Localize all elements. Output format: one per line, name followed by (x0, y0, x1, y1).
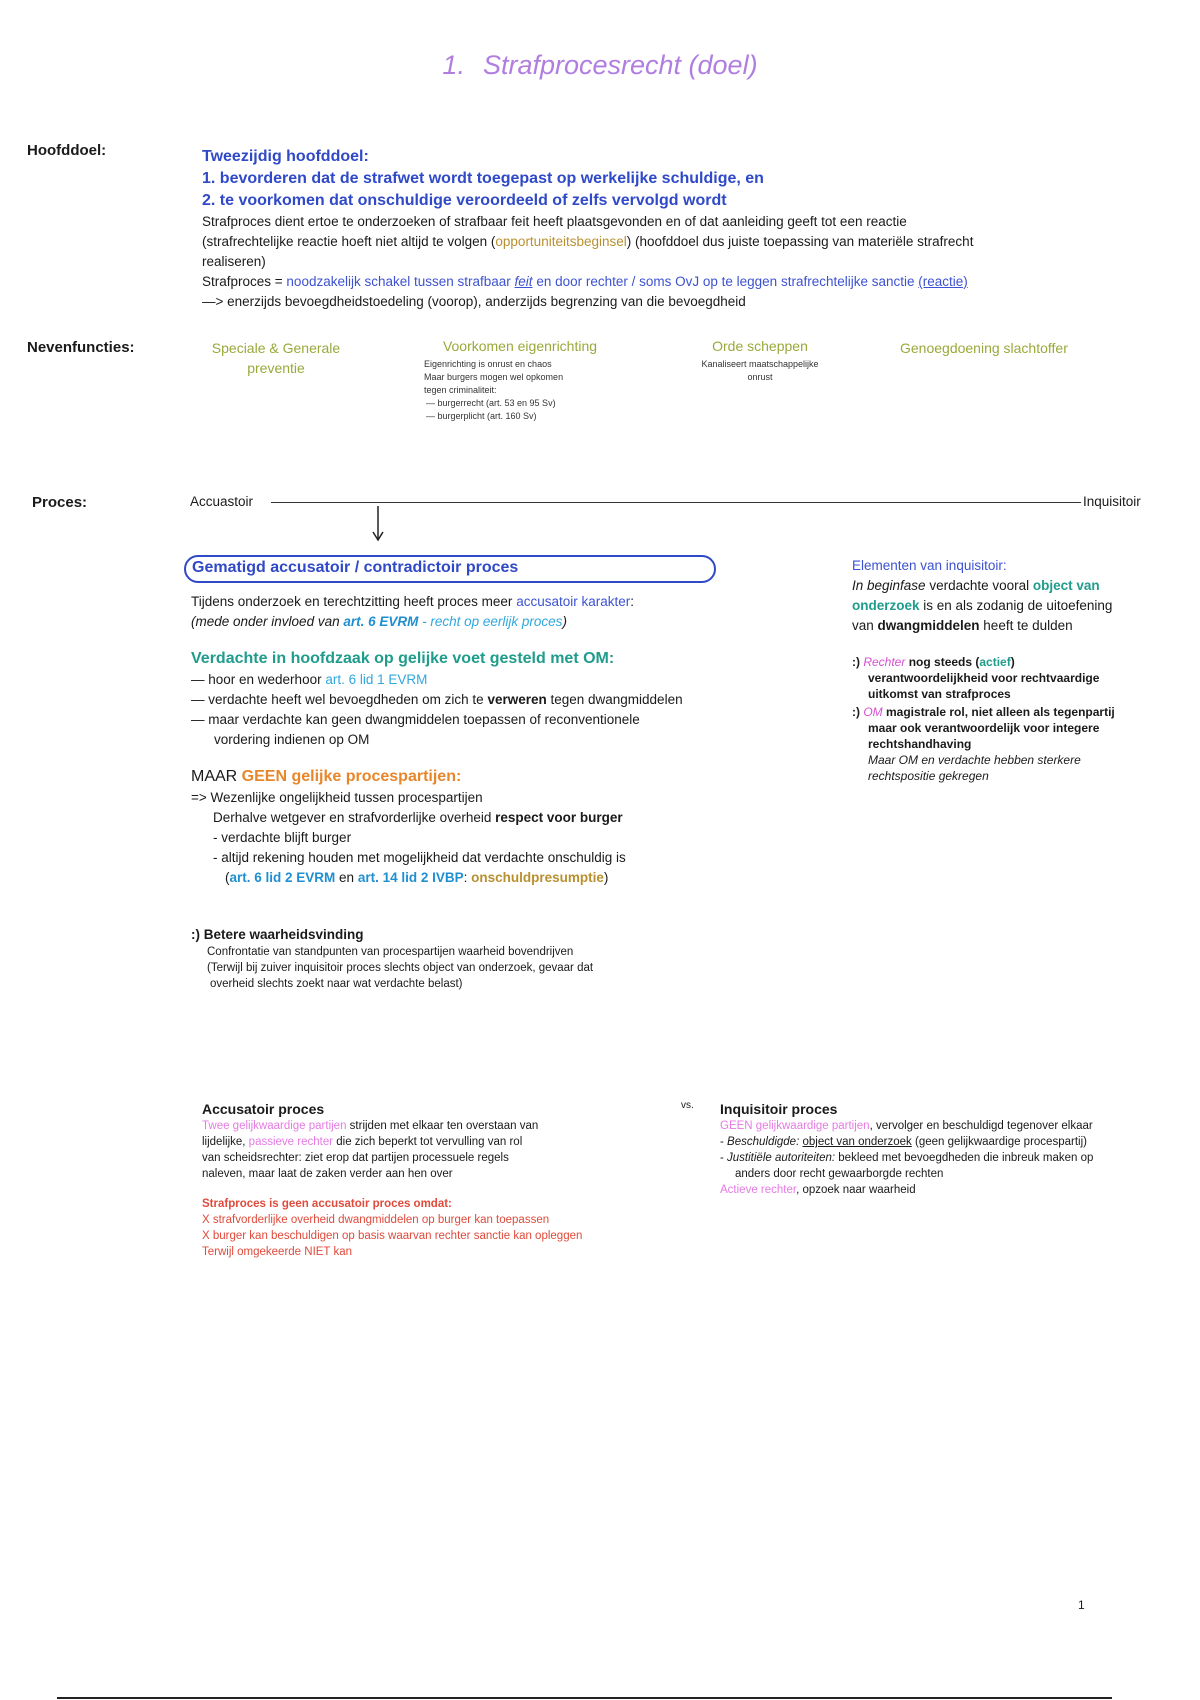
p1b-post: ) (hoofddoel dus juiste toepassing van materiële strafrecht (626, 234, 974, 249)
v2-verweren: verweren (487, 692, 547, 707)
acc-twee-partijen: Twee gelijkwaardige partijen (202, 1120, 347, 1132)
orde-title: Orde scheppen (712, 338, 808, 354)
verdachte-item-1 (191, 670, 811, 690)
maar-pre: MAAR (191, 768, 242, 785)
hoofddoel-p1c: realiseren) (202, 254, 266, 269)
nevenfunctie-eigenrichting (420, 336, 620, 423)
acc-l2-post: die zich beperkt tot vervulling van rol (333, 1136, 523, 1148)
geen-accusatoir-heading: Strafproces is geen accusatoir proces omdat: (202, 1198, 452, 1210)
m5-open: ( (225, 870, 230, 885)
nevenfunctie-preventie (196, 338, 356, 378)
v1-pre: — hoor en wederhoor (191, 672, 326, 687)
om-line5: rechtspositie gekregen (868, 769, 989, 783)
eigenrichting-l4: — burgerrecht (art. 53 en 95 Sv) (426, 398, 556, 408)
el-l1-post: verdachte vooral (925, 578, 1033, 593)
maar-line3: - verdachte blijft burger (213, 830, 352, 845)
inq-line4: anders door recht gewaarborgde rechten (735, 1168, 944, 1180)
verdachte-item-2 (191, 690, 811, 710)
proces-main-text (191, 592, 811, 888)
geen-accusatoir-r2: X burger kan beschuldigen op basis waarvan rechter sanctie kan opleggen (202, 1230, 583, 1242)
title-text: Strafprocesrecht (doel) (482, 50, 758, 80)
rechter-term: Rechter (863, 655, 906, 669)
axis-left-label: Accuastoir (190, 494, 254, 509)
onschuldpresumptie-term: onschuldpresumptie (471, 870, 604, 885)
om-line2: maar ook verantwoordelijk voor integere (868, 721, 1100, 735)
opportuniteitsbeginsel-term: opportuniteitsbeginsel (495, 234, 627, 249)
inq-object: object van onderzoek (802, 1136, 912, 1148)
elementen-l3 (852, 616, 1182, 636)
inq-line2 (720, 1134, 1190, 1150)
waarheidsvinding-section (191, 926, 751, 992)
maar-heading (191, 766, 811, 788)
om-line1 (852, 704, 1182, 720)
el-dwangmiddelen: dwangmiddelen (877, 618, 980, 633)
elementen-l2 (852, 596, 1182, 616)
p2-blue2: en door rechter / soms OvJ op te leggen strafrechtelijke sanctie (532, 274, 919, 289)
elementen-l1 (852, 576, 1182, 596)
geen-accusatoir-r3: Terwijl omgekeerde NIET kan (202, 1246, 352, 1258)
acc-passieve-rechter: passieve rechter (248, 1136, 334, 1148)
waarheidsvinding-heading: :) Betere waarheidsvinding (191, 927, 364, 942)
acc-l1-post: strijden met elkaar ten overstaan van (346, 1120, 539, 1132)
om-term: OM (863, 705, 883, 719)
nevenfuncties-label: Nevenfuncties: (27, 339, 135, 356)
gematigd-box-title: Gematigd accusatoir / contradictoir proces (192, 559, 519, 576)
hoofddoel-item-2: 2. te voorkomen dat onschuldige veroordeeld of zelfs vervolgd wordt (202, 192, 727, 209)
rechter-nog-steeds: nog steeds ( (905, 655, 980, 669)
proces-label: Proces: (32, 494, 88, 511)
intro1-post: : (630, 594, 634, 609)
om-line4: Maar OM en verdachte hebben sterkere (868, 753, 1081, 767)
eigenrichting-l2: Maar burgers mogen wel opkomen (424, 372, 564, 382)
m5-colon: : (463, 870, 472, 885)
intro-line1 (191, 592, 811, 612)
hoofddoel-item-1: 1. bevorderen dat de strafwet wordt toegepast op werkelijke schuldige, en (202, 170, 764, 187)
hoofddoel-p2 (202, 272, 1182, 292)
nevenfunctie-genoegdoening: Genoegdoening slachtoffer (900, 340, 1068, 356)
inq-l2-bullet: - (720, 1136, 728, 1148)
inq-l2-post: (geen gelijkwaardige procespartij) (911, 1136, 1087, 1148)
el-l2-post: is en als zodanig de uitoefening (919, 598, 1113, 613)
elementen-section (852, 556, 1182, 784)
title-number: 1. (442, 50, 465, 80)
maar-line5 (191, 868, 811, 888)
eigenrichting-l3: tegen criminaliteit: (424, 385, 497, 395)
inq-actieve-rechter: Actieve rechter (720, 1184, 797, 1196)
maar-line4: - altijd rekening houden met mogelijkheid dat verdachte onschuldig is (213, 850, 626, 865)
el-onderzoek: onderzoek (852, 598, 920, 613)
inq-line3 (720, 1150, 1190, 1166)
rechter-line3: uitkomst van strafproces (868, 687, 1011, 701)
maar-line2 (191, 808, 811, 828)
m5-en: en (335, 870, 358, 885)
el-l3-pre: van (852, 618, 878, 633)
maar-line1: => Wezenlijke ongelijkheid tussen procespartijen (191, 790, 483, 805)
eerlijk-proces-term: - recht op eerlijk proces (418, 614, 563, 629)
inq-line5 (720, 1182, 1190, 1198)
v1-art: art. 6 lid 1 EVRM (325, 672, 428, 687)
footer-line (57, 1697, 1112, 1699)
orde-l2: onrust (747, 372, 773, 382)
rechter-smile: :) (852, 655, 864, 669)
inq-l1-post: , vervolger en beschuldigd tegenover elkaar (869, 1120, 1093, 1132)
page-title (0, 50, 1200, 81)
geen-accusatoir-r1: X strafvorderlijke overheid dwangmiddelen op burger kan toepassen (202, 1214, 550, 1226)
eigenrichting-l1: Eigenrichting is onrust en chaos (424, 359, 552, 369)
inq-l3-bullet: - (720, 1152, 728, 1164)
waarheidsvinding-l1: Confrontatie van standpunten van procespartijen waarheid bovendrijven (207, 946, 574, 958)
hoofddoel-p1b (202, 232, 1182, 252)
art6-evrm-term: art. 6 EVRM (343, 614, 419, 629)
page-number: 1 (1078, 1598, 1085, 1612)
m5-art2: art. 14 lid 2 IVBP (357, 870, 464, 885)
reactie-term: (reactie) (918, 274, 968, 289)
maar-geen: GEEN gelijke procespartijen: (241, 768, 462, 785)
intro1-pre: Tijdens onderzoek en terechtzitting heeft proces meer (191, 594, 517, 609)
acc-line4: naleven, maar laat de zaken verder aan hen over (202, 1168, 453, 1180)
rechter-close: ) (1010, 655, 1015, 669)
down-arrow-icon (370, 506, 386, 542)
verdachte-item-3a: — maar verdachte kan geen dwangmiddelen toepassen of reconventionele (191, 712, 640, 727)
m2-pre: Derhalve wetgever en strafvorderlijke overheid (213, 810, 496, 825)
accusatoir-section (202, 1100, 682, 1260)
el-l3-post: heeft te dulden (979, 618, 1073, 633)
intro2-end: ) (562, 614, 567, 629)
acc-line3: van scheidsrechter: ziet erop dat partijen processuele regels (202, 1152, 509, 1164)
inquisitoir-section (720, 1100, 1190, 1198)
accusatoir-karakter-term: accusatoir karakter (516, 594, 631, 609)
rechter-actief: actief (979, 655, 1011, 669)
p2-blue1: noodzakelijk schakel tussen strafbaar (286, 274, 515, 289)
rechter-line1 (852, 654, 1182, 670)
inquisitoir-title: Inquisitoir proces (720, 1101, 838, 1117)
om-line3: rechtshandhaving (868, 737, 972, 751)
hoofddoel-heading: Tweezijdig hoofddoel: (202, 148, 369, 165)
preventie-line2: preventie (247, 360, 305, 376)
feit-term: feit (514, 274, 533, 289)
om-magistrale: magistrale rol, niet alleen als tegenpartij (882, 705, 1115, 719)
elementen-heading: Elementen van inquisitoir: (852, 558, 1007, 573)
p2-pre: Strafproces = (202, 274, 287, 289)
m2-respect: respect voor burger (495, 810, 623, 825)
verdachte-heading: Verdachte in hoofdzaak op gelijke voet gesteld met OM: (191, 650, 615, 667)
rechter-line2: verantwoordelijkheid voor rechtvaardige (868, 671, 1100, 685)
acc-l2-pre: lijdelijke, (202, 1136, 249, 1148)
v2-post: tegen dwangmiddelen (546, 692, 683, 707)
inq-l5-post: , opzoek naar waarheid (796, 1184, 916, 1196)
m5-art1: art. 6 lid 2 EVRM (229, 870, 336, 885)
verdachte-item-3b: vordering indienen op OM (214, 732, 370, 747)
hoofddoel-section (202, 146, 1182, 312)
accusatoir-title: Accusatoir proces (202, 1101, 325, 1117)
proces-axis-line (271, 502, 1081, 503)
inq-beschuldigde: Beschuldigde: (727, 1136, 800, 1148)
om-smile: :) (852, 705, 864, 719)
acc-line2 (202, 1134, 682, 1150)
hoofddoel-p3: —> enerzijds bevoegdheidstoedeling (voorop), anderzijds begrenzing van die bevoegdheid (202, 294, 746, 309)
axis-right-label: Inquisitoir (1083, 494, 1141, 509)
m5-close: ) (603, 870, 609, 885)
waarheidsvinding-l2: (Terwijl bij zuiver inquisitoir proces slechts object van onderzoek, gevaar dat (207, 962, 594, 974)
p1b-pre: (strafrechtelijke reactie hoeft niet altijd te volgen ( (202, 234, 496, 249)
waarheidsvinding-l3: overheid slechts zoekt naar wat verdachte belast) (210, 978, 463, 990)
hoofddoel-p1a: Strafproces dient ertoe te onderzoeken of strafbaar feit heeft plaatsgevonden en of dat aanleiding geeft tot een reactie (202, 214, 907, 229)
orde-l1: Kanaliseert maatschappelijke (701, 359, 819, 369)
eigenrichting-title: Voorkomen eigenrichting (442, 338, 598, 354)
inq-l3-post: bekleed met bevoegdheden die inbreuk maken op (835, 1152, 1094, 1164)
v2-pre: — verdachte heeft wel bevoegdheden om zich te (191, 692, 488, 707)
inq-geen-partijen: GEEN gelijkwaardige partijen (720, 1120, 870, 1132)
acc-line1 (202, 1118, 682, 1134)
hoofddoel-label: Hoofddoel: (27, 142, 107, 159)
inq-line1 (720, 1118, 1190, 1134)
nevenfunctie-orde (670, 336, 850, 384)
el-beginfase: In beginfase (852, 578, 926, 593)
el-object-van: object van (1032, 578, 1100, 593)
preventie-line1: Speciale & Generale (211, 340, 341, 356)
vs-label: vs. (681, 1100, 694, 1111)
eigenrichting-l5: — burgerplicht (art. 160 Sv) (426, 411, 537, 421)
intro2-pre: (mede onder invloed van (191, 614, 344, 629)
intro-line2 (191, 612, 811, 632)
inq-justitiele: Justitiële autoriteiten: (727, 1152, 836, 1164)
